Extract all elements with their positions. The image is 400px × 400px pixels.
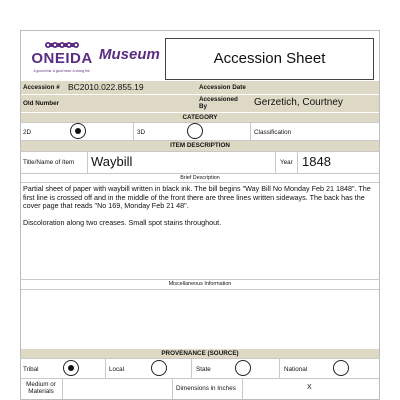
brief-description-text: Partial sheet of paper with waybill written in black ink. The bill begins "Way Bill No Monday Feb 21 1848". The first line is crossed off and in the middle of the front there are three lines written sideways. The back has the cover page that reads "No 169, Monday Feb 21 48". bbox=[23, 184, 371, 211]
provenance-national-label: National bbox=[284, 366, 308, 373]
logo-tagline: A good mind. A good heart. A strong fire. bbox=[33, 69, 91, 73]
radio-selected-dot bbox=[68, 365, 74, 371]
category-heading: CATEGORY bbox=[21, 113, 379, 122]
medium-materials-label: Medium or Materials bbox=[26, 381, 56, 395]
option-2d-label: 2D bbox=[23, 129, 32, 136]
brief-description-label: Brief Description bbox=[180, 175, 220, 181]
accession-number-label: Accession # bbox=[23, 84, 60, 91]
accessioned-by-field[interactable]: Gerzetich, Courtney bbox=[254, 97, 343, 108]
brief-description-condition: Discoloration along two creases. Small spot stains throughout. bbox=[23, 218, 222, 228]
dimensions-label: Dimensions in Inches bbox=[176, 385, 236, 392]
option-3d-radio[interactable] bbox=[187, 123, 203, 139]
accessioned-by-label: Accessioned By bbox=[199, 96, 238, 110]
sheet-title bbox=[165, 38, 374, 80]
medium-materials-field[interactable] bbox=[64, 380, 170, 398]
accession-date-label: Accession Date bbox=[199, 84, 246, 91]
oneida-logo bbox=[26, 38, 98, 78]
radio-selected-dot bbox=[75, 128, 81, 134]
brief-description-field[interactable] bbox=[23, 185, 378, 277]
option-2d-radio[interactable] bbox=[70, 123, 86, 139]
option-3d-label: 3D bbox=[137, 129, 146, 136]
provenance-tribal-radio[interactable] bbox=[63, 360, 79, 376]
misc-information-label: Miscellaneous Information bbox=[168, 281, 232, 287]
provenance-local-label: Local bbox=[109, 366, 125, 373]
dimensions-field[interactable] bbox=[244, 380, 378, 398]
provenance-local-radio[interactable] bbox=[151, 360, 167, 376]
title-name-label: Title/Name of Item bbox=[23, 159, 75, 166]
classification-field[interactable] bbox=[302, 123, 378, 139]
provenance-national-radio[interactable] bbox=[333, 360, 349, 376]
accession-date-field[interactable] bbox=[252, 82, 377, 93]
classification-label: Classification bbox=[254, 129, 292, 136]
sheet-title-text: Accession Sheet bbox=[213, 50, 326, 67]
old-number-field[interactable] bbox=[68, 96, 188, 110]
museum-label: Museum bbox=[99, 46, 160, 63]
item-description-heading: ITEM DESCRIPTION bbox=[21, 141, 379, 151]
year-field[interactable]: 1848 bbox=[302, 154, 331, 169]
old-number-label: Old Number bbox=[23, 100, 60, 107]
provenance-tribal-label: Tribal bbox=[23, 366, 39, 373]
misc-information-field[interactable] bbox=[23, 291, 378, 346]
provenance-state-label: State bbox=[196, 366, 211, 373]
provenance-state-radio[interactable] bbox=[235, 360, 251, 376]
provenance-heading: PROVENANCE (SOURCE) bbox=[21, 349, 379, 358]
dimensions-separator: X bbox=[307, 384, 312, 391]
year-label: Year bbox=[280, 159, 293, 166]
title-name-field[interactable]: Waybill bbox=[91, 154, 133, 169]
logo-wordmark: ONEIDA bbox=[31, 50, 93, 67]
accession-number-field[interactable]: BC2010.022.855.19 bbox=[68, 82, 144, 92]
